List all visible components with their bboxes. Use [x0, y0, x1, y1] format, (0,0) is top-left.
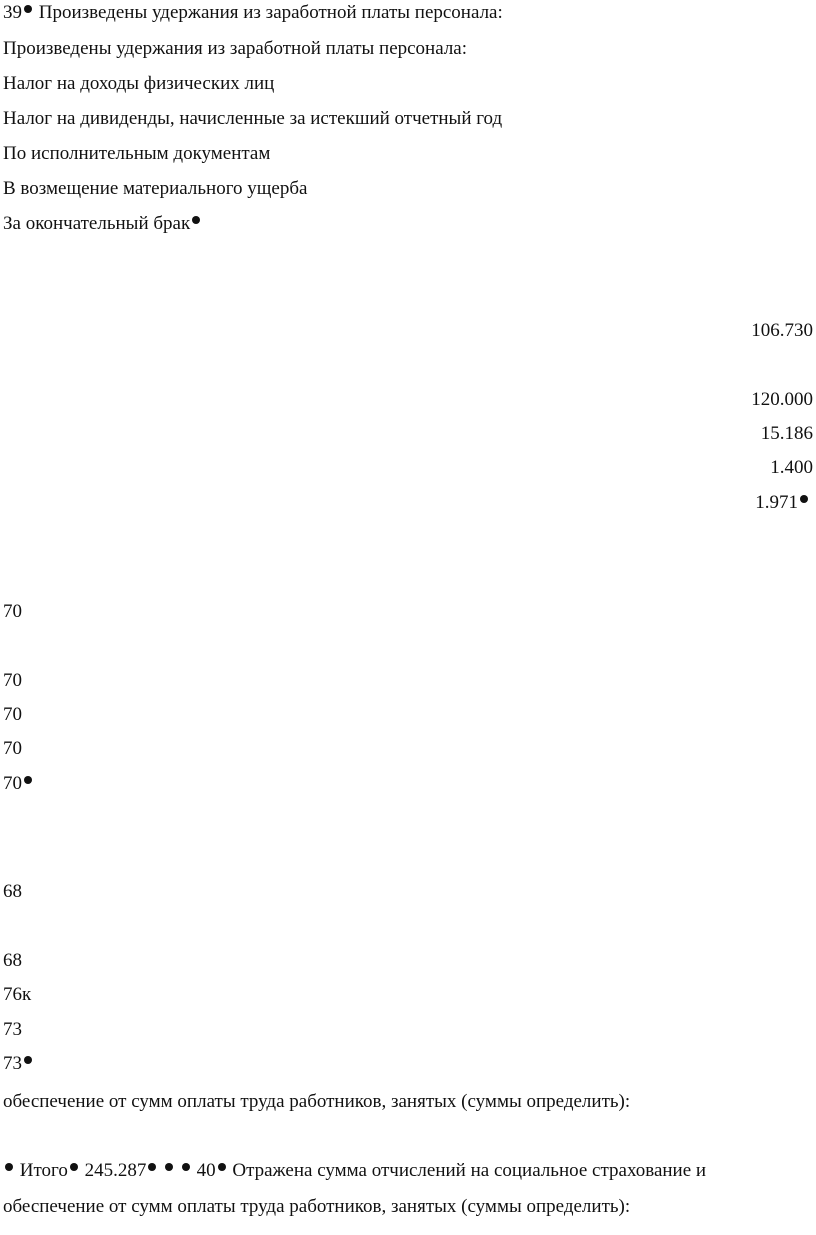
entry-header [3, 2, 503, 24]
bullet-icon [218, 1163, 226, 1171]
amount-value: 120.000 [751, 389, 813, 410]
bullet-icon [148, 1163, 156, 1171]
bullet-icon [24, 776, 32, 784]
debit-account: 70 [3, 601, 22, 622]
credit-account: 68 [3, 950, 22, 971]
amount-value: 1.971 [755, 492, 798, 513]
total-label: Итого [19, 1160, 68, 1181]
bullet-icon [165, 1163, 173, 1171]
credit-account: 73 [3, 1053, 22, 1074]
bullet-icon [24, 1056, 32, 1064]
debit-account: 70 [3, 738, 22, 759]
amount-value: 15.186 [760, 423, 813, 444]
credit-account: 76к [3, 984, 32, 1005]
entry-number: 39 [3, 2, 22, 23]
debit-account-last [3, 773, 34, 795]
debit-account: 70 [3, 704, 22, 725]
amount-value: 106.730 [751, 320, 813, 341]
debit-account: 70 [3, 670, 22, 691]
item-label: За окончательный брак [3, 213, 191, 234]
debit-account: 70 [3, 773, 22, 794]
item-line [3, 213, 202, 235]
amount-value: 1.400 [770, 457, 813, 478]
bullet-icon [800, 495, 808, 503]
item-line: Налог на доходы физических лиц [3, 73, 275, 94]
bullet-icon [192, 216, 200, 224]
bullet-icon [5, 1163, 13, 1171]
total-line [3, 1160, 706, 1182]
amount-value-last [755, 492, 810, 514]
bullet-icon [182, 1163, 190, 1171]
item-line: Произведены удержания из заработной платы персонала: [3, 38, 468, 59]
item-line: В возмещение материального ущерба [3, 178, 308, 199]
next-entry-number: 40 [196, 1160, 216, 1181]
bullet-icon [24, 5, 32, 13]
next-entry-continuation: обеспечение от сумм оплаты труда работников, занятых (суммы определить): [3, 1196, 631, 1217]
bullet-icon [70, 1163, 78, 1171]
credit-account-last [3, 1053, 34, 1075]
total-value: 245.287 [84, 1160, 147, 1181]
entry-title: Произведены удержания из заработной платы персонала: [38, 2, 503, 23]
next-entry-text: Отражена сумма отчислений на социальное страхование и [232, 1160, 707, 1181]
item-line: По исполнительным документам [3, 143, 271, 164]
credit-account: 68 [3, 881, 22, 902]
credit-account: 73 [3, 1019, 22, 1040]
note-line: обеспечение от сумм оплаты труда работников, занятых (суммы определить): [3, 1091, 631, 1112]
item-line: Налог на дивиденды, начисленные за истекший отчетный год [3, 108, 503, 129]
